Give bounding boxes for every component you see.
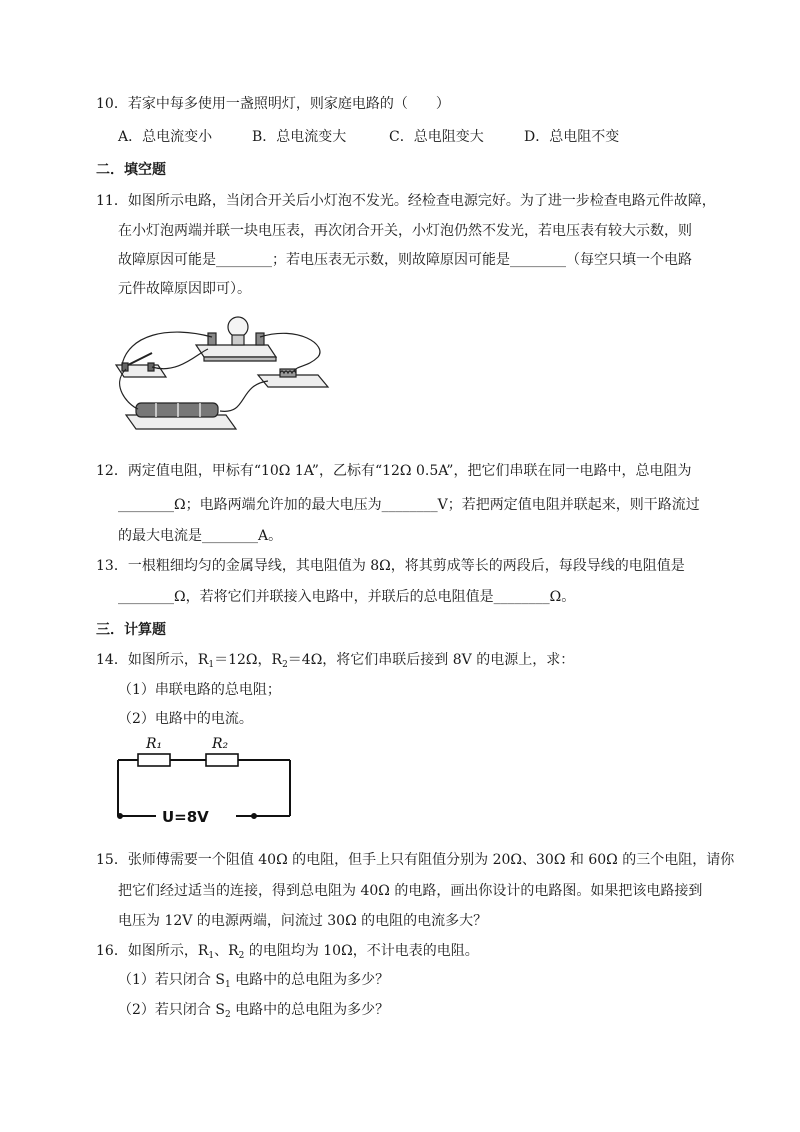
q10-option-a: A．总电流变小 bbox=[118, 129, 213, 145]
q13-line-2: ________Ω，若将它们并联接入电路中，并联后的总电阻值是________Ω。 bbox=[118, 589, 576, 605]
section-heading-fill-in: 二．填空题 bbox=[96, 162, 166, 178]
q16-part-2 bbox=[118, 1000, 389, 1025]
q11-line-2: 在小灯泡两端并联一块电压表，再次闭合开关，小灯泡仍然不发光，若电压表有较大示数，则 bbox=[118, 223, 692, 239]
q14-part-2: （2）电路中的电流。 bbox=[118, 711, 253, 727]
q12-line-2: ________Ω；电路两端允许加的最大电压为________V；若把两定值电阻并联起来，则干路流过 bbox=[118, 497, 700, 513]
q16-part-2-sub: 2 bbox=[224, 1010, 231, 1020]
q12-line-1: 12．两定值电阻，甲标有“10Ω 1A”，乙标有“12Ω 0.5A”，把它们串联在同一电路中，总电阻为 bbox=[96, 463, 692, 479]
q14-stem-b: ＝12Ω，R bbox=[214, 652, 283, 668]
q16-part-2-a: （2）若只闭合 S bbox=[118, 1002, 225, 1018]
q14-stem bbox=[96, 650, 574, 675]
q11-line-4: 元件故障原因即可）。 bbox=[118, 281, 251, 297]
q16-part-2-b: 电路中的总电阻为多少？ bbox=[230, 1002, 390, 1018]
q15-line-3: 电压为 12V 的电源两端，问流过 30Ω 的电阻的电流多大？ bbox=[118, 913, 488, 929]
q14-circuit-figure bbox=[108, 730, 298, 830]
q16-stem-c: 的电阻均为 10Ω，不计电表的电阻。 bbox=[244, 943, 479, 959]
q14-label-r2: R₂ bbox=[212, 736, 229, 752]
q14-part-1: （1）串联电路的总电阻； bbox=[118, 682, 281, 698]
q16-part-1-sub: 1 bbox=[224, 980, 231, 990]
q15-line-1: 15．张师傅需要一个阻值 40Ω 的电阻，但手上只有阻值分别为 20Ω、30Ω 和 60Ω 的三个电阻，请你 bbox=[96, 852, 735, 868]
q14-sub-1: 1 bbox=[208, 660, 215, 670]
q14-label-u: U=8V bbox=[162, 808, 209, 826]
q10-stem: 10．若家中每多使用一盏照明灯，则家庭电路的（ ） bbox=[96, 96, 450, 112]
q13-line-1: 13．一根粗细均匀的金属导线，其电阻值为 8Ω，将其剪成等长的两段后，每段导线的电阻值是 bbox=[96, 558, 685, 574]
q16-sub-1: 1 bbox=[208, 951, 215, 961]
q14-stem-c: ＝4Ω，将它们串联后接到 8V 的电源上，求： bbox=[287, 652, 575, 668]
q15-line-2: 把它们经过适当的连接，得到总电阻为 40Ω 的电路，画出你设计的电路图。如果把该电路接到 bbox=[118, 883, 703, 899]
q14-label-r1: R₁ bbox=[146, 736, 163, 752]
section-heading-calculation: 三．计算题 bbox=[96, 622, 166, 638]
q14-stem-a: 14．如图所示，R bbox=[96, 652, 209, 668]
q14-sub-2: 2 bbox=[282, 660, 288, 670]
q16-part-1-a: （1）若只闭合 S bbox=[118, 972, 225, 988]
q16-stem-b: 、R bbox=[214, 943, 239, 959]
q16-part-1-b: 电路中的总电阻为多少？ bbox=[230, 972, 390, 988]
q10-option-d: D．总电阻不变 bbox=[524, 129, 620, 145]
q11-circuit-figure bbox=[108, 305, 338, 440]
q16-part-1 bbox=[118, 970, 389, 995]
q16-stem-a: 16．如图所示，R bbox=[96, 943, 209, 959]
q16-sub-2: 2 bbox=[238, 951, 245, 961]
q11-line-1: 11．如图所示电路，当闭合开关后小灯泡不发光。经检查电源完好。为了进一步检查电路元件故障， bbox=[96, 193, 716, 209]
q10-option-b: B．总电流变大 bbox=[252, 129, 347, 145]
q16-stem bbox=[96, 941, 479, 966]
q12-line-3: 的最大电流是________A。 bbox=[118, 528, 283, 544]
q10-option-c: C．总电阻变大 bbox=[389, 129, 484, 145]
q11-line-3: 故障原因可能是________；若电压表无示数，则故障原因可能是________（每空只填一个电路 bbox=[118, 252, 692, 268]
